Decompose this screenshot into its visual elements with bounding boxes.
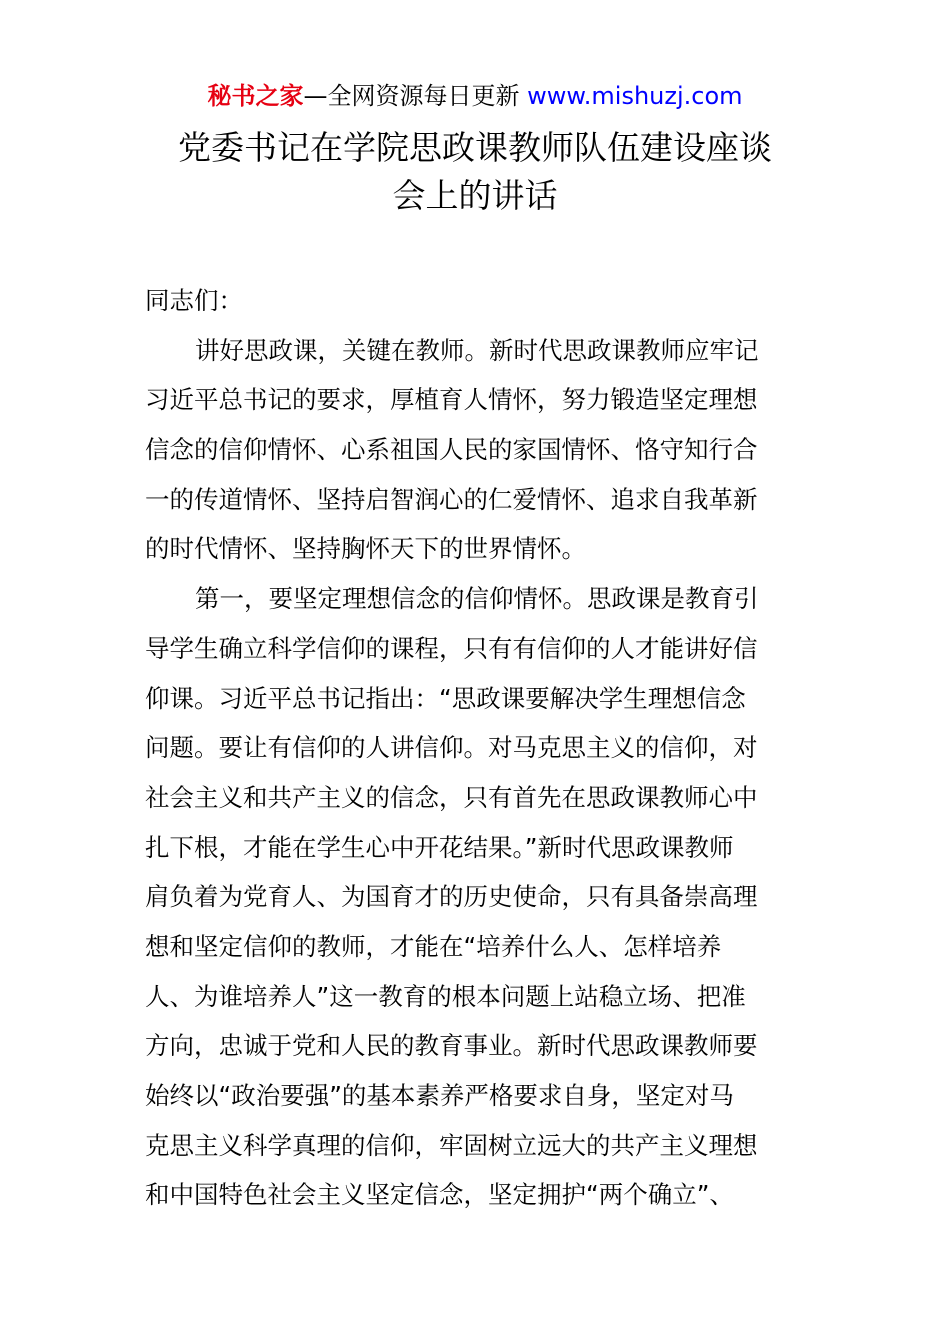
paragraph-line: 方向，忠诚于党和人民的教育事业。新时代思政课教师要	[145, 1031, 758, 1061]
paragraph-line: 信念的信仰情怀、心系祖国人民的家国情怀、恪守知行合	[145, 435, 758, 465]
paragraph-line: 和中国特色社会主义坚定信念，坚定拥护“两个确立”、	[145, 1180, 734, 1210]
paragraph-line: 扎下根，才能在学生心中开花结果。”新时代思政课教师	[145, 832, 734, 862]
paragraph-line: 的时代情怀、坚持胸怀天下的世界情怀。	[145, 534, 586, 564]
paragraph-line: 想和坚定信仰的教师，才能在“培养什么人、怎样培养	[145, 931, 722, 961]
paragraph-line: 导学生确立科学信仰的课程，只有有信仰的人才能讲好信	[145, 633, 758, 663]
paragraph-line: 克思主义科学真理的信仰，牢固树立远大的共产主义理想	[145, 1130, 758, 1160]
paragraph-line: 社会主义和共产主义的信念，只有首先在思政课教师心中	[145, 782, 758, 812]
document-body	[145, 276, 807, 1220]
paragraph-line: 人、为谁培养人”这一教育的根本问题上站稳立场、把准	[145, 981, 746, 1011]
paragraph-line: 一的传道情怀、坚持启智润心的仁爱情怀、追求自我革新	[145, 484, 758, 514]
document-title-line-2: 会上的讲话	[392, 176, 558, 215]
paragraph-line: 仰课。习近平总书记指出：“思政课要解决学生理想信念	[145, 683, 746, 713]
document-title-line-1: 党委书记在学院思政课教师队伍建设座谈	[178, 128, 772, 167]
paragraph-line: 问题。要让有信仰的人讲信仰。对马克思主义的信仰，对	[145, 733, 758, 763]
paragraph-line: 始终以“政治要强”的基本素养严格要求自身，坚定对马	[145, 1081, 734, 1110]
site-header	[0, 80, 950, 112]
salutation: 同志们：	[145, 286, 243, 315]
paragraph-line: 第一，要坚定理想信念的信仰情怀。思政课是教育引	[195, 584, 759, 614]
document-title	[145, 124, 805, 220]
site-url-link[interactable]: www.mishuzj.com	[527, 82, 743, 110]
site-tagline: —全网资源每日更新	[303, 82, 528, 110]
paragraph-line: 肩负着为党育人、为国育才的历史使命，只有具备崇高理	[145, 882, 758, 912]
paragraph-line: 讲好思政课，关键在教师。新时代思政课教师应牢记	[195, 335, 759, 365]
paragraph-line: 习近平总书记的要求，厚植育人情怀，努力锻造坚定理想	[145, 385, 758, 415]
site-brand: 秘书之家	[207, 82, 304, 110]
